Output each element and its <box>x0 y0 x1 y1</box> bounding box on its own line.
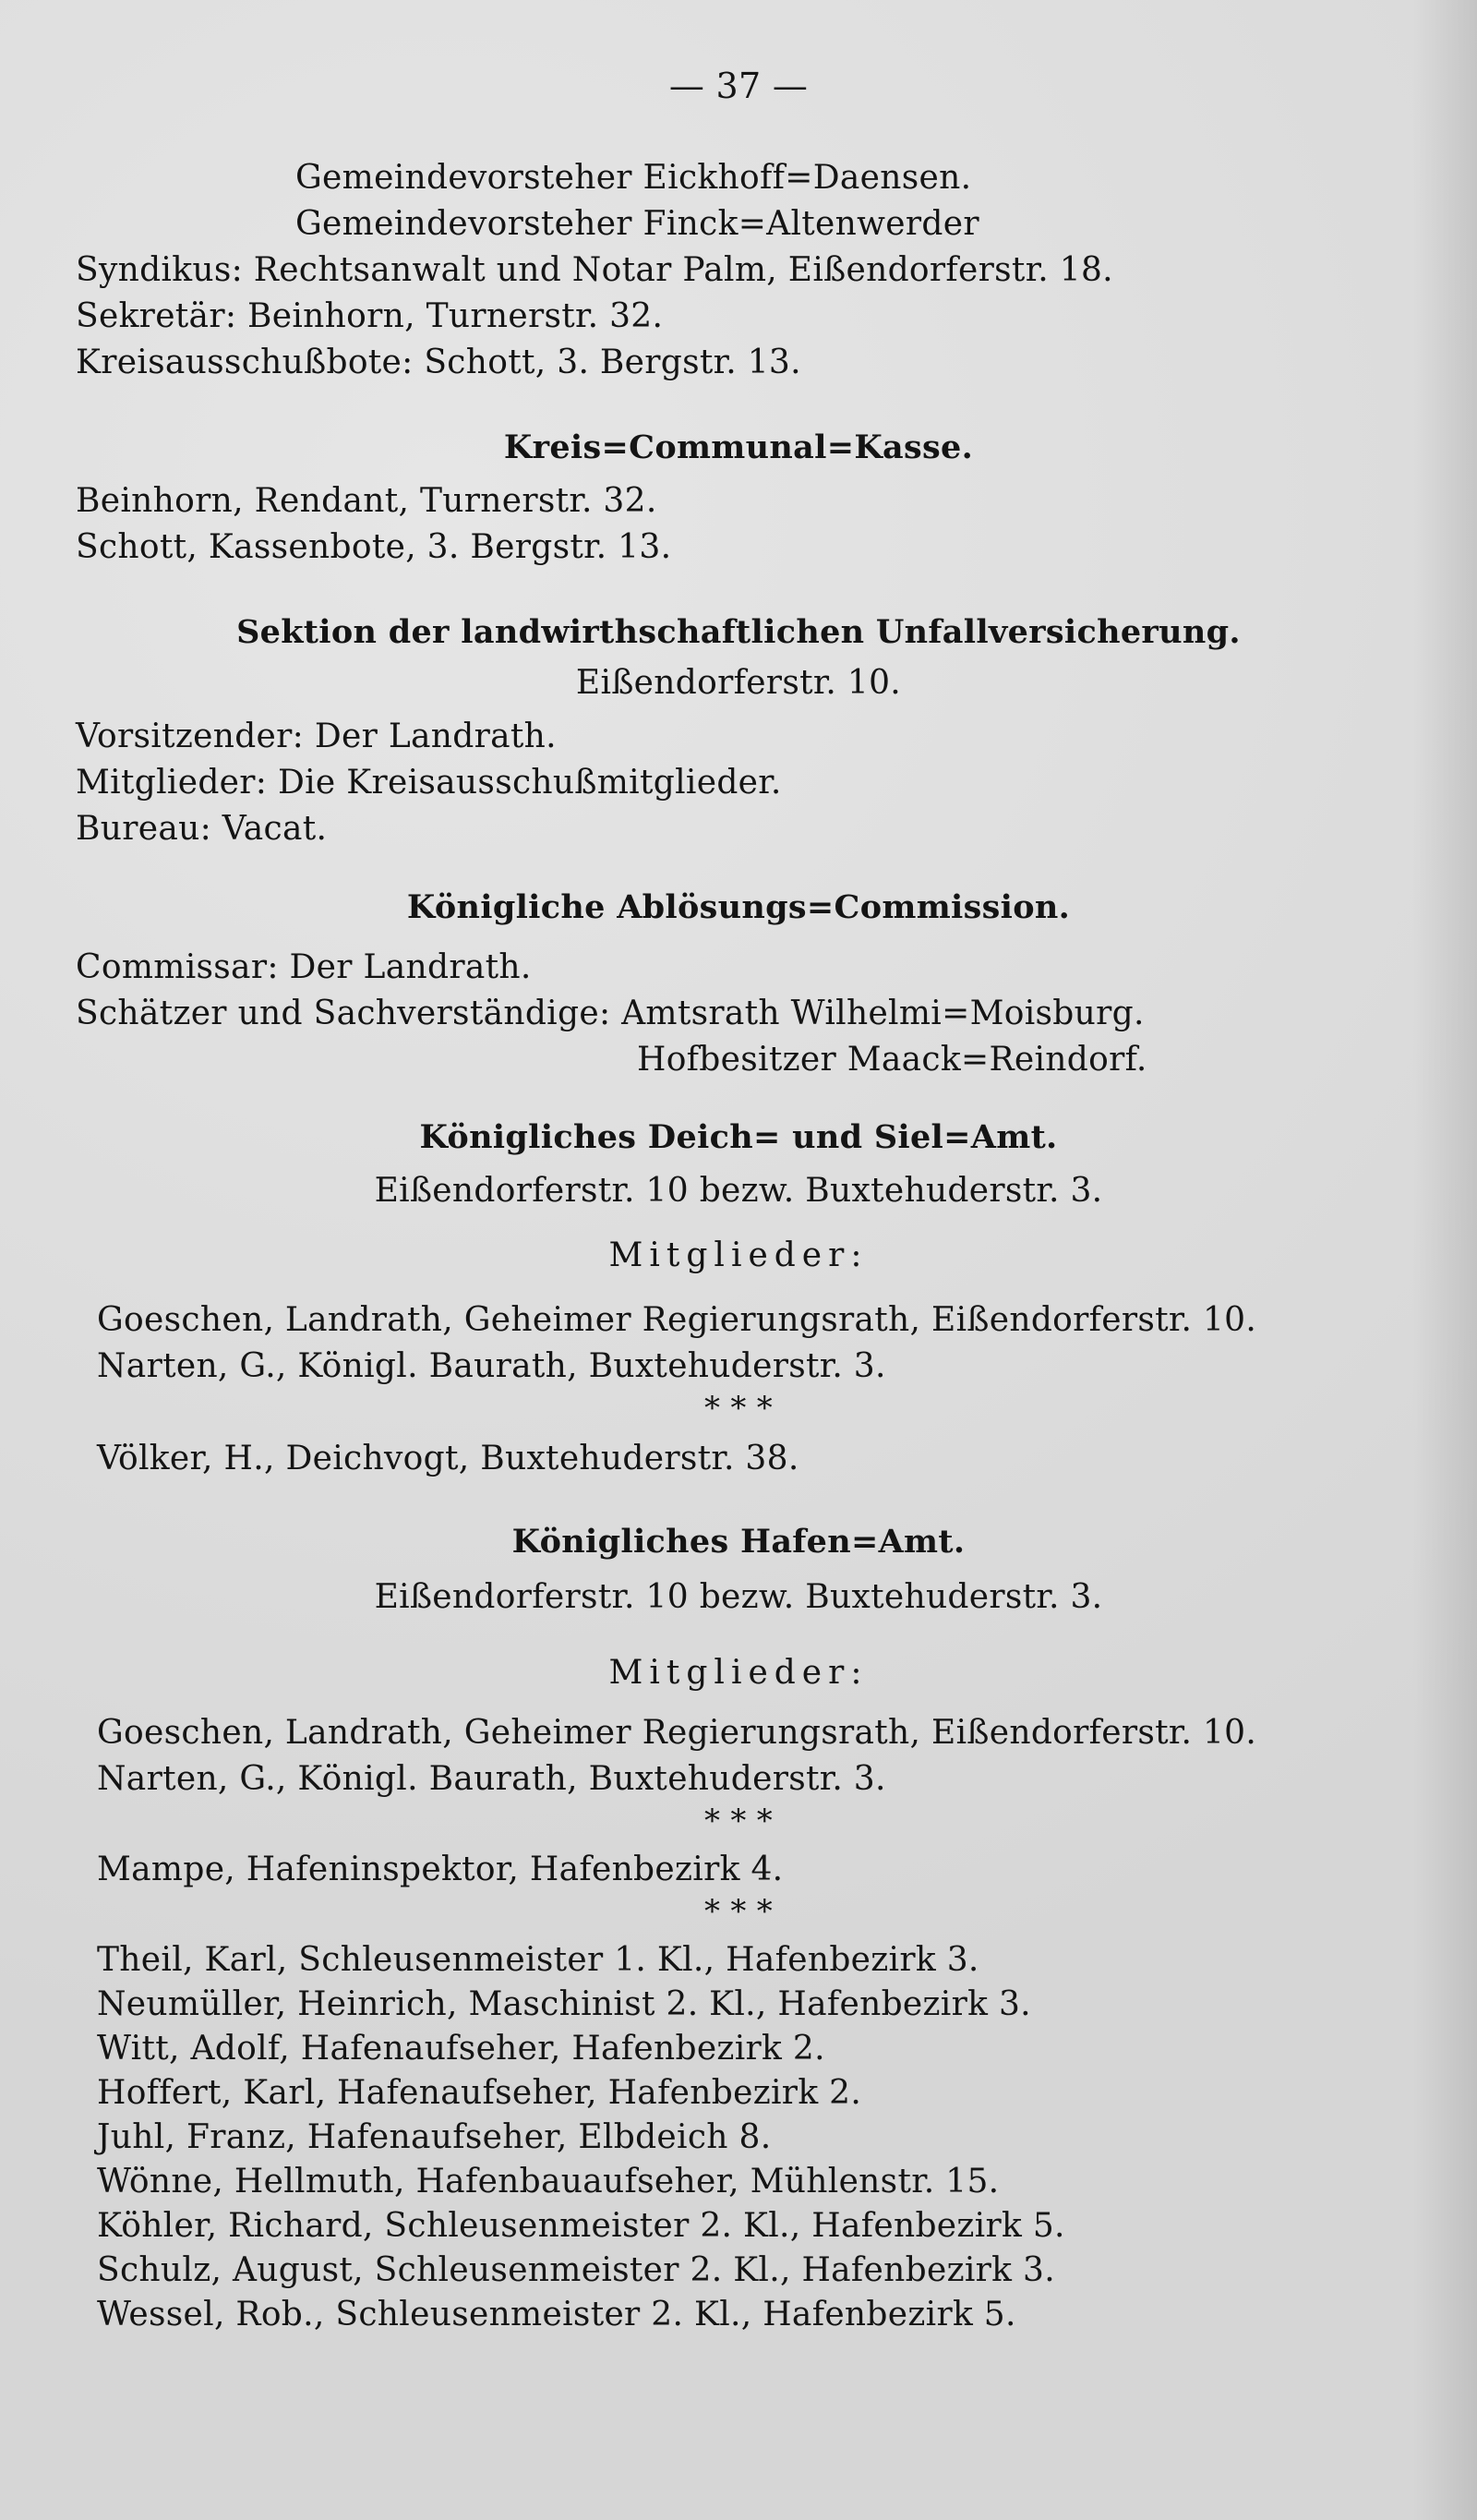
asterism: * * * <box>703 1803 774 1839</box>
text-line: Völker, H., Deichvogt, Buxtehuderstr. 38. <box>97 1440 799 1477</box>
section-heading: Königliche Ablösungs=Commission. <box>406 888 1071 926</box>
text-line: Witt, Adolf, Hafenaufseher, Hafenbezirk 2. <box>97 2030 825 2068</box>
text-line: Schätzer und Sachverständige: Amtsrath Wilhelmi=Moisburg. <box>76 995 1145 1032</box>
text-line: Sekretär: Beinhorn, Turnerstr. 32. <box>76 297 664 335</box>
text-line: Goeschen, Landrath, Geheimer Regierungsrath, Eißendorferstr. 10. <box>97 1301 1257 1339</box>
text-line: Gemeindevorsteher Finck=Altenwerder <box>295 205 979 243</box>
text-line: Kreisausschußbote: Schott, 3. Bergstr. 13. <box>76 344 801 381</box>
text-line: Syndikus: Rechtsanwalt und Notar Palm, Eißendorferstr. 18. <box>76 251 1113 289</box>
asterism: * * * <box>703 1390 774 1427</box>
text-line: Beinhorn, Rendant, Turnerstr. 32. <box>76 482 657 520</box>
section-heading: Königliches Hafen=Amt. <box>511 1523 966 1561</box>
text-line: Vorsitzender: Der Landrath. <box>76 717 557 755</box>
text-line: Gemeindevorsteher Eickhoff=Daensen. <box>295 159 972 197</box>
text-line: Schulz, August, Schleusenmeister 2. Kl., Hafenbezirk 3. <box>97 2251 1055 2289</box>
section-address: Eißendorferstr. 10 bezw. Buxtehuderstr. 3. <box>374 1578 1103 1616</box>
text-line: Mampe, Hafeninspektor, Hafenbezirk 4. <box>97 1851 784 1888</box>
asterism: * * * <box>703 1893 774 1930</box>
text-line: Wönne, Hellmuth, Hafenbauaufseher, Mühlenstr. 15. <box>97 2163 1000 2200</box>
members-heading: Mitglieder: <box>608 1654 869 1692</box>
text-line: Neumüller, Heinrich, Maschinist 2. Kl., Hafenbezirk 3. <box>97 1985 1031 2023</box>
text-line: Hofbesitzer Maack=Reindorf. <box>637 1041 1147 1079</box>
section-heading: Königliches Deich= und Siel=Amt. <box>419 1118 1058 1156</box>
text-line: Hoffert, Karl, Hafenaufseher, Hafenbezirk 2. <box>97 2074 862 2112</box>
section-heading: Sektion der landwirthschaftlichen Unfallversicherung. <box>236 613 1241 651</box>
text-line: Theil, Karl, Schleusenmeister 1. Kl., Hafenbezirk 3. <box>97 1941 979 1979</box>
text-line: Goeschen, Landrath, Geheimer Regierungsrath, Eißendorferstr. 10. <box>97 1714 1257 1752</box>
section-address: Eißendorferstr. 10 bezw. Buxtehuderstr. 3. <box>374 1172 1103 1210</box>
text-line: Narten, G., Königl. Baurath, Buxtehuderstr. 3. <box>97 1347 886 1385</box>
section-heading: Kreis=Communal=Kasse. <box>503 428 974 466</box>
members-heading: Mitglieder: <box>608 1236 869 1274</box>
section-address: Eißendorferstr. 10. <box>575 664 902 702</box>
text-line: Köhler, Richard, Schleusenmeister 2. Kl., Hafenbezirk 5. <box>97 2207 1065 2245</box>
text-line: Mitglieder: Die Kreisausschußmitglieder. <box>76 764 782 802</box>
text-line: Juhl, Franz, Hafenaufseher, Elbdeich 8. <box>97 2118 772 2156</box>
text-line: Schott, Kassenbote, 3. Bergstr. 13. <box>76 528 672 566</box>
text-line: Bureau: Vacat. <box>76 810 328 848</box>
text-line: Narten, G., Königl. Baurath, Buxtehuderstr. 3. <box>97 1760 886 1798</box>
text-line: Wessel, Rob., Schleusenmeister 2. Kl., Hafenbezirk 5. <box>97 2296 1016 2333</box>
page-number: — 37 — <box>668 66 809 106</box>
text-line: Commissar: Der Landrath. <box>76 948 532 986</box>
